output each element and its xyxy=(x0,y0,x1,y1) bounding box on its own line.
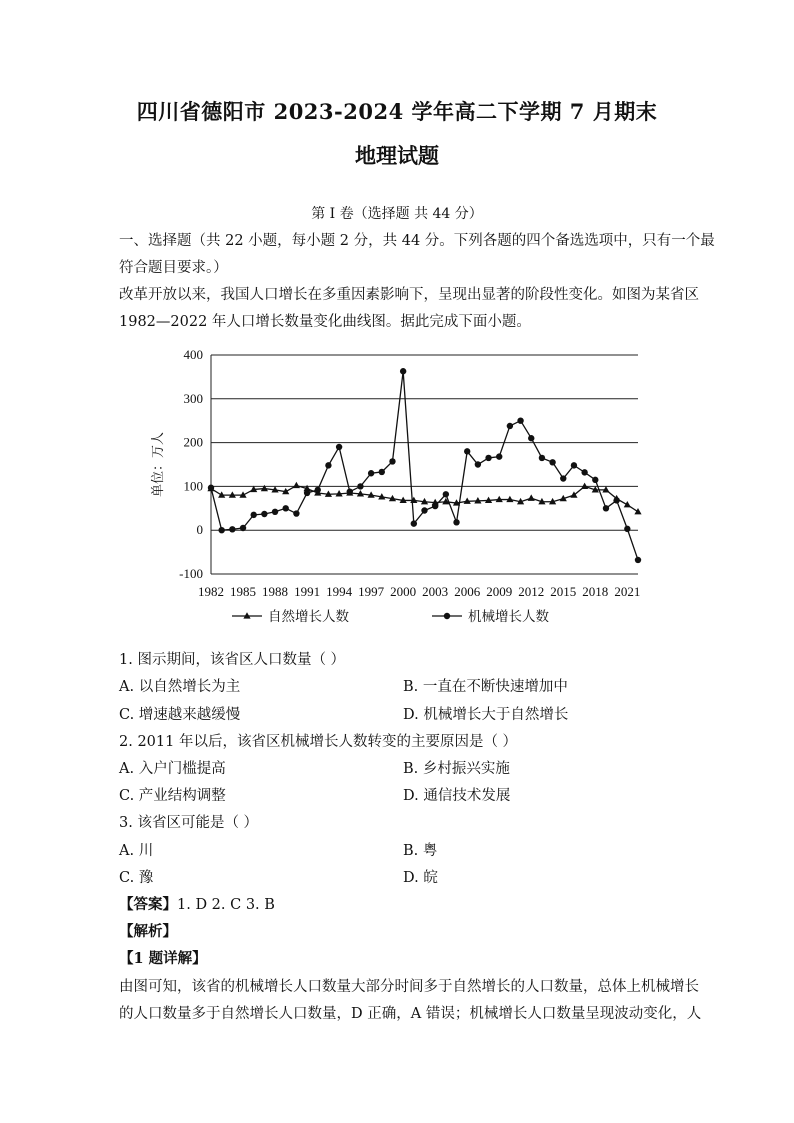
migration-growth-point xyxy=(528,435,534,441)
y-axis-label: 单位：万人 xyxy=(151,431,166,498)
section-instructions-cont: 符合题目要求。） xyxy=(119,260,228,276)
answer-text: 1. D 2. C 3. B xyxy=(177,897,275,913)
population-growth-chart xyxy=(140,342,660,637)
migration-growth-point xyxy=(624,526,630,532)
paper-title: 四川省德阳市 2023-2024 学年高二下学期 7 月期末 xyxy=(136,99,658,124)
migration-growth-point xyxy=(293,510,299,516)
x-tick-label: 1982 xyxy=(198,584,224,599)
migration-growth-point xyxy=(453,519,459,525)
question-3-stem: 3. 该省区可能是（ ） xyxy=(119,815,259,831)
y-tick-label: 100 xyxy=(183,478,203,494)
volume-heading: 第 I 卷（选择题 共 44 分） xyxy=(311,206,483,222)
question-stem-intro: 改革开放以来，我国人口增长在多重因素影响下，呈现出显著的阶段性变化。如图为某省区 xyxy=(119,287,699,303)
migration-growth-point xyxy=(240,525,246,531)
migration-growth-point xyxy=(560,475,566,481)
migration-growth-point xyxy=(218,527,224,533)
migration-growth-point xyxy=(400,368,406,374)
question-2-option-c: C. 产业结构调整 xyxy=(119,788,226,804)
analysis-text-line-2: 的人口数量多于自然增长人口数量，D 正确，A 错误；机械增长人口数量呈现波动变化，人 xyxy=(119,1006,702,1022)
migration-growth-point xyxy=(464,448,470,454)
migration-growth-point xyxy=(347,488,353,494)
y-tick-label: 200 xyxy=(183,434,203,450)
question-2-stem: 2. 2011 年以后，该省区机械增长人数转变的主要原因是（ ） xyxy=(119,734,518,750)
natural-growth-point xyxy=(293,482,300,488)
question-3-option-b: B. 粤 xyxy=(403,843,438,859)
question-1-option-d: D. 机械增长大于自然增长 xyxy=(403,707,569,723)
question-stem-intro-cont: 1982—2022 年人口增长数量变化曲线图。据此完成下面小题。 xyxy=(119,314,531,330)
migration-growth-point xyxy=(475,461,481,467)
question-3-option-c: C. 豫 xyxy=(119,870,154,886)
x-tick-label: 1985 xyxy=(230,584,257,599)
question-2-option-a: A. 入户门槛提高 xyxy=(119,761,226,777)
migration-growth-point xyxy=(411,520,417,526)
migration-growth-point xyxy=(496,453,502,459)
question-1-stem: 1. 图示期间，该省区人口数量（ ） xyxy=(119,652,346,668)
question-2-option-d: D. 通信技术发展 xyxy=(403,788,511,804)
x-tick-label: 1994 xyxy=(326,584,353,599)
natural-growth-point xyxy=(581,483,588,489)
question-2-option-b: B. 乡村振兴实施 xyxy=(403,761,510,777)
question-3-option-a: A. 川 xyxy=(119,843,154,859)
migration-growth-point xyxy=(517,418,523,424)
question-3-option-d: D. 皖 xyxy=(403,870,438,886)
section-instructions: 一、选择题（共 22 小题，每小题 2 分，共 44 分。下列各题的四个备选选项中，只有一个最 xyxy=(119,233,715,249)
y-tick-label: 400 xyxy=(183,347,203,362)
migration-growth-point xyxy=(432,503,438,509)
x-tick-label: 2009 xyxy=(486,584,513,599)
migration-growth-point xyxy=(592,477,598,483)
question-1-option-a: A. 以自然增长为主 xyxy=(119,679,241,695)
migration-growth-point xyxy=(581,469,587,475)
migration-growth-point xyxy=(208,485,214,491)
migration-growth-point xyxy=(613,497,619,503)
migration-growth-point xyxy=(635,557,641,563)
y-tick-label: 0 xyxy=(196,522,203,538)
migration-growth-point xyxy=(539,455,545,461)
analysis-detail-label: 【1 题详解】 xyxy=(119,950,207,967)
migration-growth-point xyxy=(368,470,374,476)
migration-growth-point xyxy=(251,512,257,518)
migration-growth-point xyxy=(389,458,395,464)
x-tick-label: 2021 xyxy=(614,584,641,599)
legend-label: 机械增长人数 xyxy=(468,609,549,625)
legend-label: 自然增长人数 xyxy=(268,609,349,625)
migration-growth-point xyxy=(507,423,513,429)
question-1-option-c: C. 增速越来越缓慢 xyxy=(119,707,241,723)
natural-growth-point xyxy=(634,508,641,514)
migration-growth-point xyxy=(549,459,555,465)
natural-growth-point xyxy=(261,485,268,491)
migration-growth-point xyxy=(421,507,427,513)
answer-label: 【答案】 xyxy=(119,896,177,913)
migration-growth-point xyxy=(336,444,342,450)
migration-growth-point xyxy=(357,483,363,489)
x-tick-label: 2003 xyxy=(422,584,449,599)
migration-growth-point xyxy=(379,469,385,475)
migration-growth-point xyxy=(571,462,577,468)
migration-growth-point xyxy=(485,455,491,461)
natural-growth-point xyxy=(528,494,535,500)
legend-circle-icon xyxy=(444,613,450,619)
migration-growth-point xyxy=(283,505,289,511)
x-tick-label: 2006 xyxy=(454,584,481,599)
migration-growth-point xyxy=(443,491,449,497)
x-tick-label: 2015 xyxy=(550,584,577,599)
paper-subject: 地理试题 xyxy=(355,143,439,168)
migration-growth-point xyxy=(315,487,321,493)
migration-growth-point xyxy=(304,490,310,496)
y-tick-label: 300 xyxy=(183,390,203,406)
migration-growth-point xyxy=(272,509,278,515)
migration-growth-point xyxy=(325,462,331,468)
x-tick-label: 1991 xyxy=(294,584,321,599)
x-tick-label: 2012 xyxy=(518,584,545,599)
migration-growth-point xyxy=(229,526,235,532)
x-tick-label: 2000 xyxy=(390,584,417,599)
analysis-label: 【解析】 xyxy=(119,923,177,940)
natural-growth-point xyxy=(624,501,631,507)
migration-growth-point xyxy=(261,511,267,517)
migration-growth-point xyxy=(603,505,609,511)
question-1-option-b: B. 一直在不断快速增加中 xyxy=(403,679,568,695)
y-tick-label: -100 xyxy=(179,566,203,581)
analysis-text-line-1: 由图可知，该省的机械增长人口数量大部分时间多于自然增长的人口数量，总体上机械增长 xyxy=(119,979,699,995)
x-tick-label: 1988 xyxy=(262,584,289,599)
answer-line xyxy=(119,893,275,914)
x-tick-label: 1997 xyxy=(358,584,385,599)
x-tick-label: 2018 xyxy=(582,584,609,599)
